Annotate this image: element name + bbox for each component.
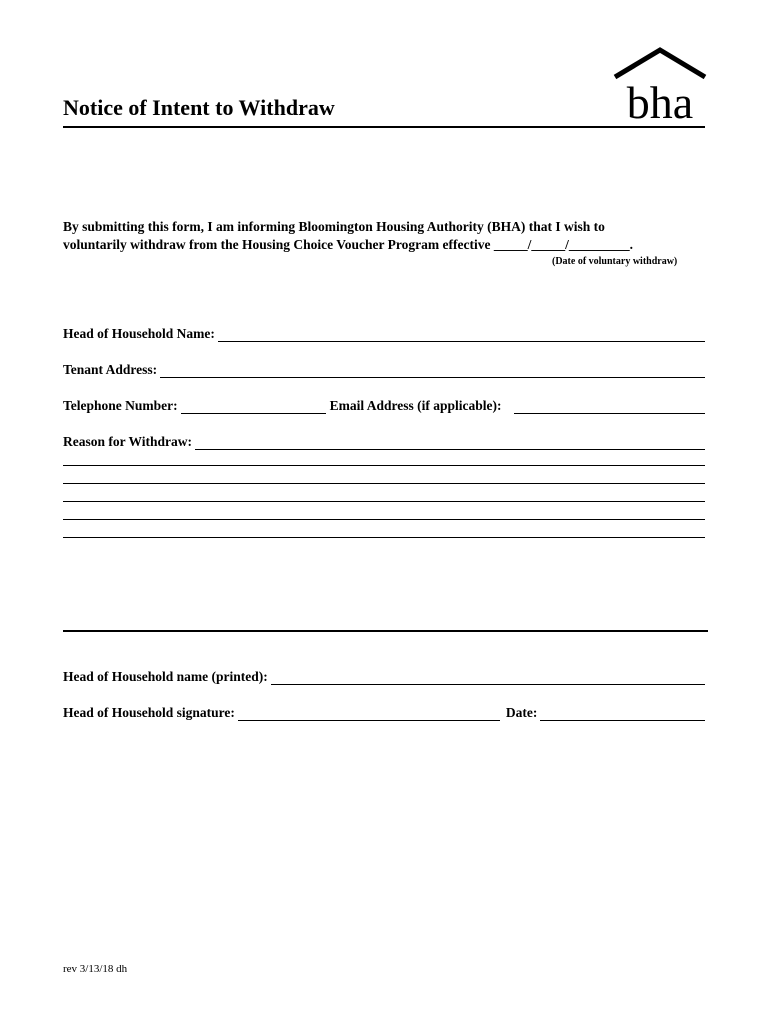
signature-field[interactable]: [238, 707, 500, 721]
section-divider: [63, 630, 708, 632]
contact-row: [63, 398, 705, 414]
printed-name-field[interactable]: [271, 671, 705, 685]
reason-line-6[interactable]: [63, 537, 705, 538]
intro-line-1: By submitting this form, I am informing Bloomington Housing Authority (BHA) that I wish to: [63, 219, 605, 234]
tenant-address-field[interactable]: [160, 364, 705, 378]
printed-name-row: [63, 669, 705, 685]
date-label: Date:: [505, 705, 538, 720]
reason-line-4[interactable]: [63, 501, 705, 502]
head-of-household-name-field[interactable]: [218, 328, 705, 342]
email-label: Email Address (if applicable):: [329, 398, 502, 413]
intro-line-2: voluntarily withdraw from the Housing Choice Voucher Program effective _____/_____/_________.: [63, 237, 633, 252]
logo-roof: [615, 50, 705, 77]
head-of-household-name-label: Head of Household Name:: [63, 326, 215, 341]
revision-note: rev 3/13/18 dh: [63, 963, 128, 975]
reason-line-2[interactable]: [63, 465, 705, 466]
signature-date-field[interactable]: [540, 707, 705, 721]
date-caption: (Date of voluntary withdraw): [552, 256, 678, 267]
reason-label: Reason for Withdraw:: [63, 434, 193, 449]
telephone-field[interactable]: [181, 400, 326, 414]
head-of-household-name-row: [63, 326, 705, 342]
reason-line-5[interactable]: [63, 519, 705, 520]
reason-line-3[interactable]: [63, 483, 705, 484]
printed-name-label: Head of Household name (printed):: [63, 669, 268, 684]
tenant-address-label: Tenant Address:: [63, 362, 158, 377]
reason-row: [63, 434, 705, 450]
form-title: Notice of Intent to Withdraw: [63, 95, 335, 120]
signature-label: Head of Household signature:: [63, 705, 235, 720]
signature-row: [63, 705, 705, 721]
logo-wordmark: bha: [626, 77, 694, 122]
title-underline: [63, 126, 705, 128]
intro-paragraph: [63, 218, 705, 254]
tenant-address-row: [63, 362, 705, 378]
reason-field[interactable]: [195, 436, 705, 450]
telephone-label: Telephone Number:: [63, 398, 178, 413]
email-field[interactable]: [514, 400, 705, 414]
bha-logo: [612, 44, 708, 122]
